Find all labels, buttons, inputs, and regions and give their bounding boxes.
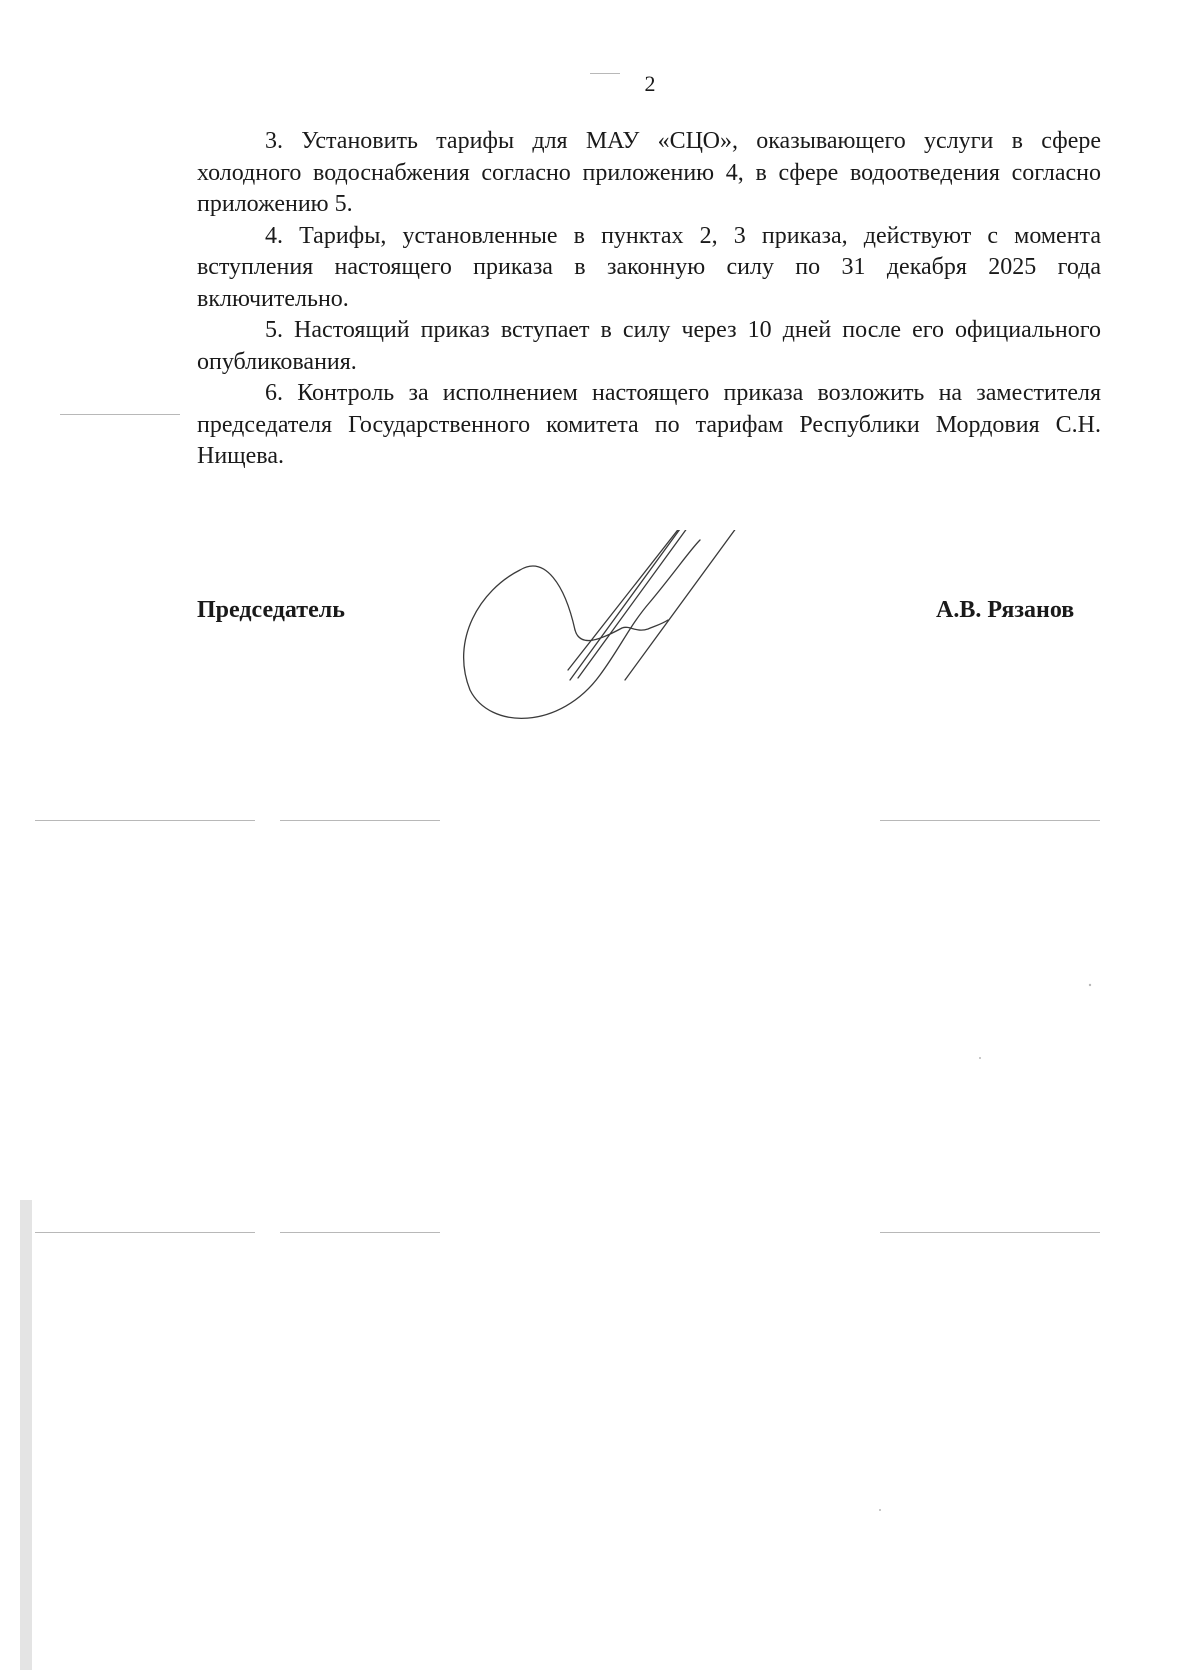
scan-dash — [880, 820, 1100, 821]
page-number: 2 — [644, 71, 656, 96]
scan-dash — [880, 1232, 1100, 1233]
signature-tail-stroke — [575, 620, 668, 641]
paragraph-item-6: 6. Контроль за исполнением настоящего приказа возложить на заместителя председателя Государственного комитета по тарифам Республики Мордовия С.Н. Нищева. — [197, 380, 1101, 469]
scan-edge-shade — [20, 1200, 32, 1670]
signature-loop-stroke — [464, 540, 700, 718]
scan-dash — [280, 1232, 440, 1233]
signature-diagonal-stroke-2 — [578, 530, 693, 678]
scan-speck — [879, 1509, 881, 1511]
paragraph-item-5: 5. Настоящий приказ вступает в силу через 10 дней после его официального опубликования. — [197, 317, 1101, 375]
signature-block — [0, 0, 1200, 800]
signature-diagonal-stroke-4 — [625, 530, 742, 680]
signature-diagonal-stroke-3 — [568, 530, 684, 670]
scan-dash — [35, 820, 255, 821]
paragraph-item-4: 4. Тарифы, установленные в пунктах 2, 3 приказа, действуют с момента вступления настоящего приказа в законную силу по 31 декабря 2025 года включительно. — [197, 222, 1101, 312]
scan-dash — [280, 820, 440, 821]
scan-speck — [979, 1057, 981, 1059]
scan-speck — [1089, 984, 1091, 986]
paragraph-item-3: 3. Установить тарифы для МАУ «СЦО», оказывающего услуги в сфере холодного водоснабжения согласно приложению 4, в сфере водоотведения согласно приложению 5. — [197, 128, 1101, 217]
position-title: Председатель — [197, 597, 345, 623]
signer-name: А.В. Рязанов — [936, 597, 1075, 623]
handwritten-signature — [450, 530, 810, 750]
scan-dash — [35, 1232, 255, 1233]
signature-diagonal-stroke-1 — [570, 530, 688, 680]
